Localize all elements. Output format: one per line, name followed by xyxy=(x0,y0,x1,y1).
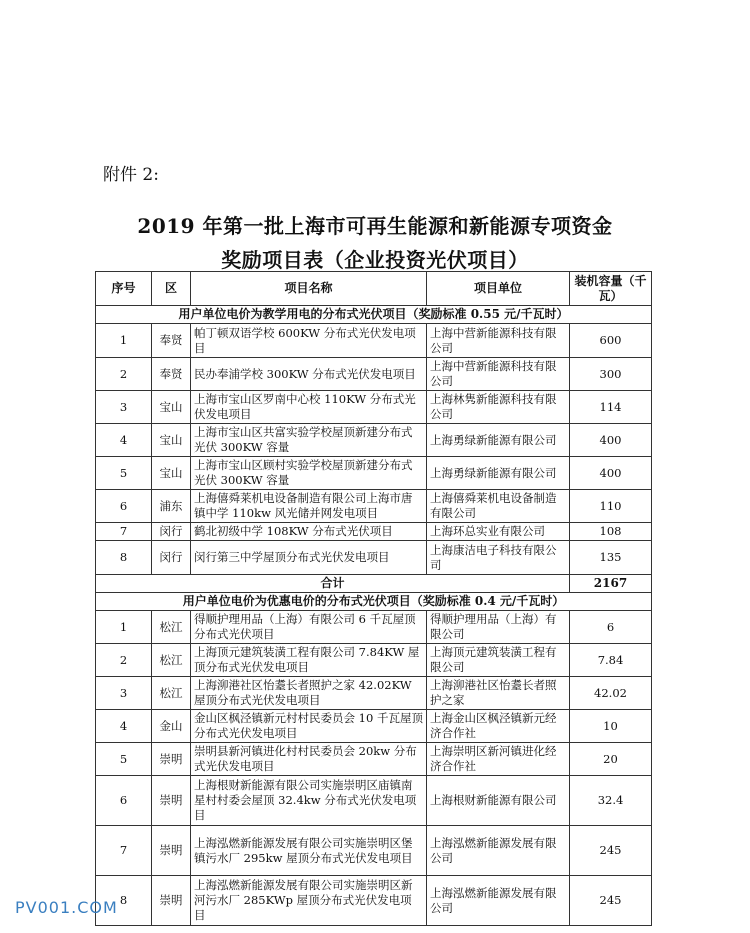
cell-capacity: 135 xyxy=(570,541,652,575)
cell-unit: 上海康洁电子科技有限公司 xyxy=(427,541,570,575)
cell-district: 宝山 xyxy=(152,457,191,490)
cell-unit: 上海勇绿新能源有限公司 xyxy=(427,424,570,457)
cell-unit: 上海崇明区新河镇进化经济合作社 xyxy=(427,743,570,776)
table-row xyxy=(96,358,652,391)
cell-no: 7 xyxy=(96,523,152,541)
cell-capacity: 400 xyxy=(570,457,652,490)
cell-district: 松江 xyxy=(152,611,191,644)
cell-name: 上海泓燃新能源发展有限公司实施崇明区新河污水厂 285KWp 屋顶分布式光伏发电项目 xyxy=(191,876,427,926)
project-table xyxy=(95,271,652,926)
cell-district: 闵行 xyxy=(152,541,191,575)
cell-district: 崇明 xyxy=(152,826,191,876)
cell-capacity: 300 xyxy=(570,358,652,391)
cell-no: 6 xyxy=(96,776,152,826)
cell-name: 上海市宝山区罗南中心校 110KW 分布式光伏发电项目 xyxy=(191,391,427,424)
cell-unit: 上海金山区枫泾镇新元经济合作社 xyxy=(427,710,570,743)
cell-district: 奉贤 xyxy=(152,324,191,358)
cell-unit: 得顺护理用品（上海）有限公司 xyxy=(427,611,570,644)
cell-unit: 上海泖港社区怡耋长者照护之家 xyxy=(427,677,570,710)
header-capacity: 装机容量（千瓦） xyxy=(570,272,652,306)
cell-no: 8 xyxy=(96,541,152,575)
cell-unit: 上海泓燃新能源发展有限公司 xyxy=(427,876,570,926)
table-row xyxy=(96,523,652,541)
cell-district: 金山 xyxy=(152,710,191,743)
cell-name: 上海顶元建筑装潢工程有限公司 7.84KW 屋顶分布式光伏发电项目 xyxy=(191,644,427,677)
cell-no: 4 xyxy=(96,424,152,457)
header-district: 区 xyxy=(152,272,191,306)
table-row xyxy=(96,776,652,826)
document-title-line1: 2019 年第一批上海市可再生能源和新能源专项资金 xyxy=(137,214,613,238)
total-value: 2167 xyxy=(570,575,652,593)
table-row xyxy=(96,324,652,358)
cell-no: 4 xyxy=(96,710,152,743)
cell-name: 上海泓燃新能源发展有限公司实施崇明区堡镇污水厂 295kw 屋顶分布式光伏发电项目 xyxy=(191,826,427,876)
cell-district: 奉贤 xyxy=(152,358,191,391)
section2-title: 用户单位电价为优惠电价的分布式光伏项目（奖励标准 0.4 元/千瓦时） xyxy=(96,593,652,611)
table-row xyxy=(96,611,652,644)
cell-unit: 上海泓燃新能源发展有限公司 xyxy=(427,826,570,876)
cell-capacity: 7.84 xyxy=(570,644,652,677)
cell-name: 金山区枫泾镇新元村村民委员会 10 千瓦屋顶分布式光伏发电项目 xyxy=(191,710,427,743)
cell-name: 闵行第三中学屋顶分布式光伏发电项目 xyxy=(191,541,427,575)
cell-unit: 上海根财新能源有限公司 xyxy=(427,776,570,826)
cell-capacity: 10 xyxy=(570,710,652,743)
cell-capacity: 20 xyxy=(570,743,652,776)
cell-name: 民办奉浦学校 300KW 分布式光伏发电项目 xyxy=(191,358,427,391)
cell-unit: 上海勇绿新能源有限公司 xyxy=(427,457,570,490)
cell-name: 上海市宝山区共富实验学校屋顶新建分布式光伏 300KW 容量 xyxy=(191,424,427,457)
table-row xyxy=(96,457,652,490)
cell-capacity: 32.4 xyxy=(570,776,652,826)
cell-name: 得顺护理用品（上海）有限公司 6 千瓦屋顶分布式光伏项目 xyxy=(191,611,427,644)
section1-title: 用户单位电价为教学用电的分布式光伏项目（奖励标准 0.55 元/千瓦时） xyxy=(96,306,652,324)
cell-name: 上海泖港社区怡耋长者照护之家 42.02KW 屋顶分布式光伏发电项目 xyxy=(191,677,427,710)
table-row xyxy=(96,710,652,743)
cell-unit: 上海环总实业有限公司 xyxy=(427,523,570,541)
table-row xyxy=(96,391,652,424)
cell-name: 帕丁顿双语学校 600KW 分布式光伏发电项目 xyxy=(191,324,427,358)
cell-district: 浦东 xyxy=(152,490,191,523)
cell-no: 8 xyxy=(96,876,152,926)
cell-name: 上海僖舜莱机电设备制造有限公司上海市唐镇中学 110kw 风光储并网发电项目 xyxy=(191,490,427,523)
table-row xyxy=(96,541,652,575)
table-row xyxy=(96,826,652,876)
watermark: PV001.COM xyxy=(15,898,118,917)
document-title-line2: 奖励项目表（企业投资光伏项目） xyxy=(221,248,529,272)
cell-no: 3 xyxy=(96,391,152,424)
table-row xyxy=(96,743,652,776)
cell-no: 5 xyxy=(96,743,152,776)
cell-capacity: 6 xyxy=(570,611,652,644)
cell-name: 上海市宝山区顾村实验学校屋顶新建分布式光伏 300KW 容量 xyxy=(191,457,427,490)
cell-district: 崇明 xyxy=(152,776,191,826)
header-unit: 项目单位 xyxy=(427,272,570,306)
cell-unit: 上海林隽新能源科技有限公司 xyxy=(427,391,570,424)
cell-no: 2 xyxy=(96,358,152,391)
total-label: 合计 xyxy=(96,575,570,593)
table-row xyxy=(96,490,652,523)
cell-no: 7 xyxy=(96,826,152,876)
header-no: 序号 xyxy=(96,272,152,306)
cell-name: 鹤北初级中学 108KW 分布式光伏项目 xyxy=(191,523,427,541)
cell-capacity: 114 xyxy=(570,391,652,424)
cell-no: 6 xyxy=(96,490,152,523)
cell-name: 上海根财新能源有限公司实施崇明区庙镇南星村村委会屋顶 32.4kw 分布式光伏发电项目 xyxy=(191,776,427,826)
cell-no: 1 xyxy=(96,324,152,358)
cell-district: 松江 xyxy=(152,644,191,677)
cell-capacity: 600 xyxy=(570,324,652,358)
cell-no: 2 xyxy=(96,644,152,677)
total-row xyxy=(96,575,652,593)
cell-capacity: 245 xyxy=(570,826,652,876)
cell-no: 5 xyxy=(96,457,152,490)
header-name: 项目名称 xyxy=(191,272,427,306)
cell-district: 宝山 xyxy=(152,424,191,457)
cell-unit: 上海中营新能源科技有限公司 xyxy=(427,358,570,391)
cell-capacity: 245 xyxy=(570,876,652,926)
table-row xyxy=(96,644,652,677)
cell-unit: 上海僖舜莱机电设备制造有限公司 xyxy=(427,490,570,523)
cell-district: 崇明 xyxy=(152,743,191,776)
cell-no: 3 xyxy=(96,677,152,710)
table-row xyxy=(96,677,652,710)
cell-no: 1 xyxy=(96,611,152,644)
cell-capacity: 400 xyxy=(570,424,652,457)
cell-capacity: 110 xyxy=(570,490,652,523)
cell-district: 松江 xyxy=(152,677,191,710)
table-row xyxy=(96,424,652,457)
cell-district: 宝山 xyxy=(152,391,191,424)
cell-capacity: 108 xyxy=(570,523,652,541)
cell-unit: 上海中营新能源科技有限公司 xyxy=(427,324,570,358)
attachment-label: 附件 2: xyxy=(103,165,159,185)
cell-unit: 上海顶元建筑装潢工程有限公司 xyxy=(427,644,570,677)
cell-capacity: 42.02 xyxy=(570,677,652,710)
cell-name: 崇明县新河镇进化村村民委员会 20kw 分布式光伏发电项目 xyxy=(191,743,427,776)
cell-district: 崇明 xyxy=(152,876,191,926)
table-row xyxy=(96,876,652,926)
cell-district: 闵行 xyxy=(152,523,191,541)
